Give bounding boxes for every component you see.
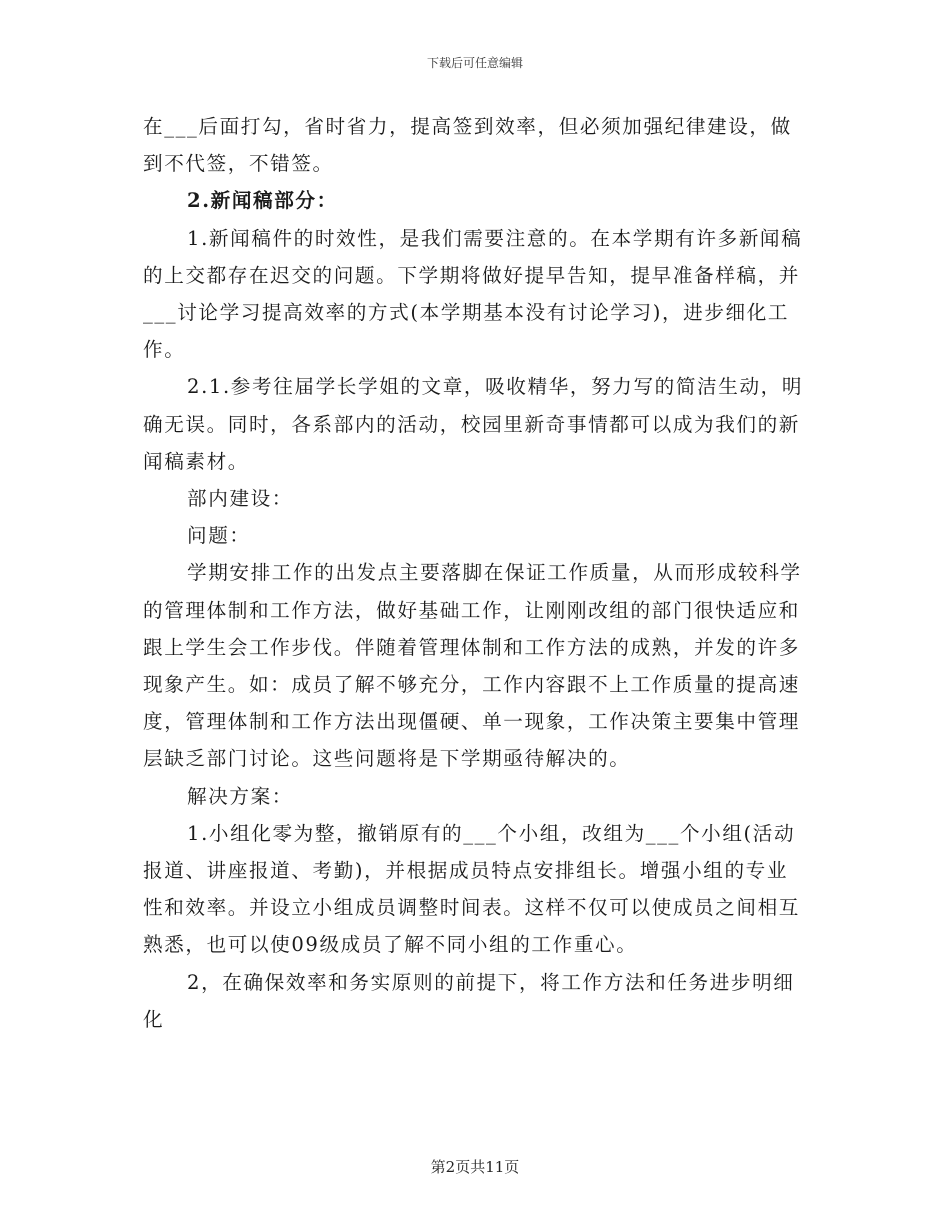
subheading-solutions: 解决方案： <box>187 784 293 808</box>
page-footer: 第2页共11页 <box>430 1158 520 1176</box>
paragraph-solution-2: 2，在确保效率和务实原则的前提下，将工作方法和任务进步明细化 <box>143 970 795 1031</box>
subheading-problems: 问题： <box>187 524 251 548</box>
paragraph-problems: 学期安排工作的出发点主要落脚在保证工作质量，从而形成较科学的管理体制和工作方法，做好基础工作，让刚刚改组的部门很快适应和跟上学生会工作步伐。伴随着管理体制和工作方法的成熟，并发的许多现象产生。如：成员了解不够充分，工作内容跟不上工作质量的提高速度，管理体制和工作方法出现僵硬、单一现象，工作决策主要集中管理层缺乏部门讨论。这些问题将是下学期亟待解决的。 <box>143 561 802 771</box>
section-heading-department: 部内建设： <box>187 487 293 511</box>
paragraph-news-timeliness: 1.新闻稿件的时效性，是我们需要注意的。在本学期有许多新闻稿的上交都存在迟交的问题。下学期将做好提早告知，提早准备样稿，并___讨论学习提高效率的方式(本学期基本没有讨论学习)，进步细化工作。 <box>143 226 803 362</box>
document-body <box>143 108 808 1038</box>
paragraph-news-reference: 2.1.参考往届学长学姐的文章，吸收精华，努力写的简洁生动，明确无误。同时，各系部内的活动，校园里新奇事情都可以成为我们的新闻稿素材。 <box>143 375 804 473</box>
paragraph-sign-in: 在___后面打勾，省时省力，提高签到效率，但必须加强纪律建设，做到不代签，不错签。 <box>143 115 792 176</box>
page-header: 下载后可任意编辑 <box>426 56 523 70</box>
section-heading-news: 2.新闻稿部分： <box>187 189 338 213</box>
paragraph-solution-1: 1.小组化零为整，撤销原有的___个小组，改组为___个小组(活动报道、讲座报道、考勤)，并根据成员特点安排组长。增强小组的专业性和效率。并设立小组成员调整时间表。这样不仅可以使成员之间相互熟悉，也可以使09级成员了解不同小组的工作重心。 <box>143 821 801 957</box>
